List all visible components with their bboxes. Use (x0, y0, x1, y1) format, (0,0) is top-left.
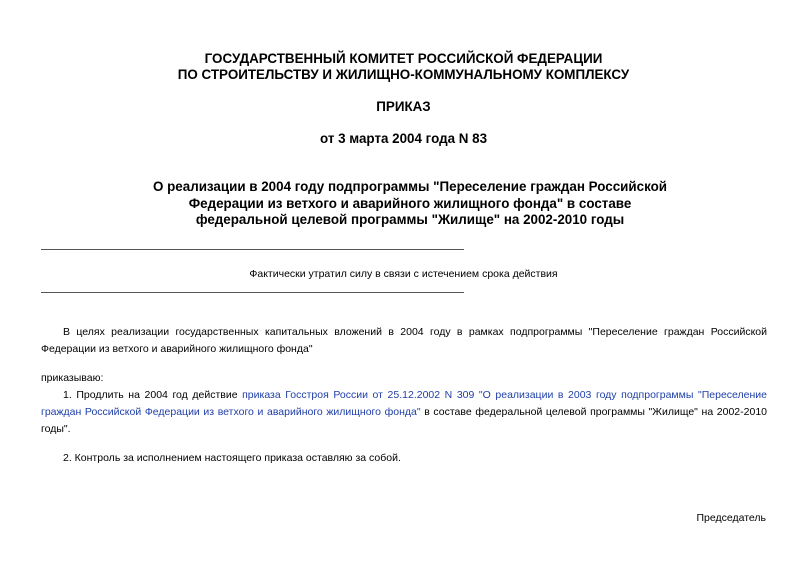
signature-position: Председатель (696, 512, 766, 524)
order-word-paragraph (41, 370, 767, 387)
divider-bottom (41, 292, 464, 293)
title-line-2: Федерации из ветхого и аварийного жилищного фонда" в составе (188, 195, 632, 211)
authority-line-1: ГОСУДАРСТВЕННЫЙ КОМИТЕТ РОССИЙСКОЙ ФЕДЕРАЦИИ (204, 51, 603, 66)
divider-top (41, 249, 464, 250)
item-1-text (41, 387, 767, 438)
preamble-text: В целях реализации государственных капитальных вложений в 2004 году в рамках подпрограммы "Переселение граждан Российской Федерации из ветхого и аварийного жилищного фонда" (41, 326, 767, 355)
document-type: ПРИКАЗ (376, 99, 431, 114)
status-note: Фактически утратил силу в связи с истечением срока действия (249, 268, 558, 280)
item-2-text: 2. Контроль за исполнением настоящего приказа оставляю за собой. (63, 452, 401, 464)
issuing-authority (0, 51, 807, 83)
title-line-1: О реализации в 2004 году подпрограммы "Переселение граждан Российской (152, 179, 668, 194)
title-line-3: федеральной целевой программы "Жилище" на 2002-2010 годы (195, 212, 625, 227)
item-1-suffix: в составе федеральной целевой программы "Жилище" на 2002-2010 годы". (41, 406, 768, 435)
preamble-paragraph (41, 324, 767, 358)
document-title (150, 179, 670, 229)
authority-line-2: ПО СТРОИТЕЛЬСТВУ И ЖИЛИЩНО-КОММУНАЛЬНОМУ КОМПЛЕКСУ (177, 67, 630, 82)
item-1-prefix: 1. Продлить на 2004 год действие (63, 389, 243, 401)
item-1-paragraph (41, 387, 767, 438)
item-2-paragraph (41, 450, 767, 467)
referenced-order-link[interactable]: приказа Госстроя России от 25.12.2002 N 309 "О реализации в 2003 году подпрограммы "Переселение граждан Российской Федерации из ветхого и аварийного жилищного фонда" (41, 389, 767, 418)
order-word: приказываю: (41, 372, 104, 384)
document-date-number: от 3 марта 2004 года N 83 (319, 131, 488, 146)
